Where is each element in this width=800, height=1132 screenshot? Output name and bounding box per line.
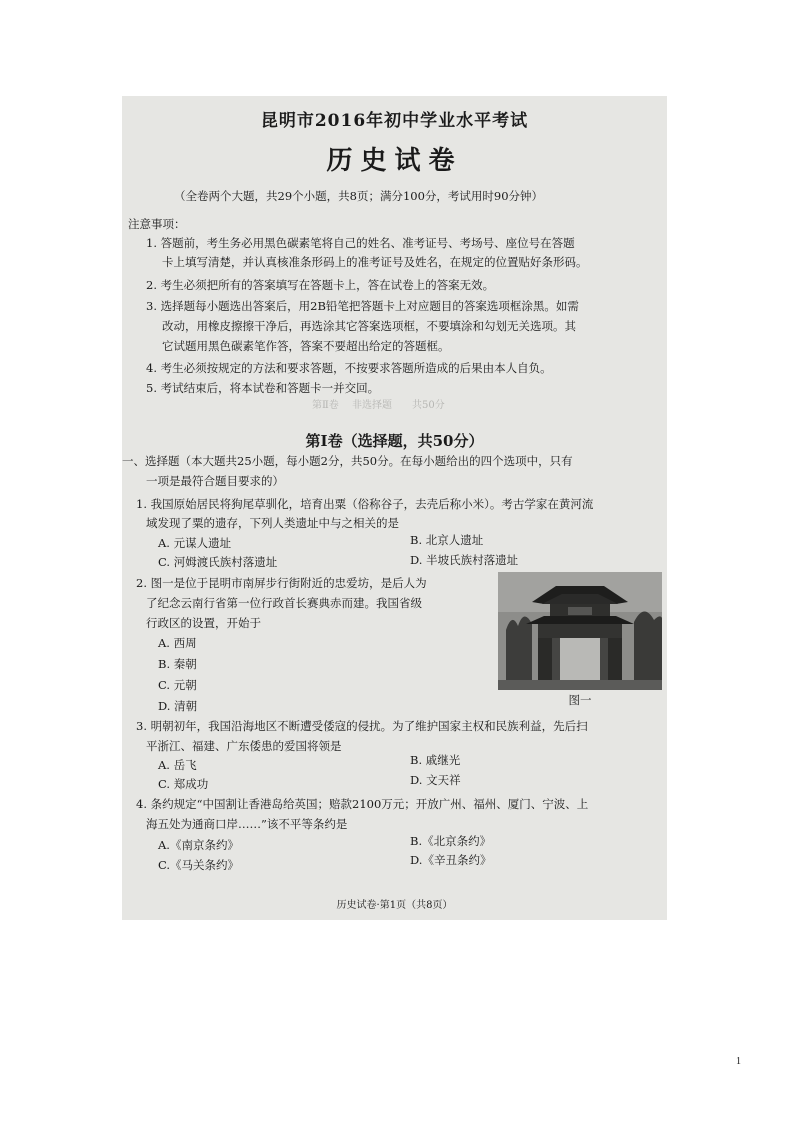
option-c: C. 元朝 (158, 678, 197, 692)
question-1-stem: 域发现了粟的遗存，下列人类遗址中与之相关的是 (146, 516, 399, 530)
option-b: B. 北京人遗址 (410, 533, 484, 547)
notice-line: 卡上填写清楚，并认真核准条形码上的准考证号及姓名，在规定的位置贴好条形码。 (162, 255, 588, 269)
option-a: A. 元谋人遗址 (158, 536, 232, 550)
notice-line: 3. 选择题每小题选出答案后，用2B铅笔把答题卡上对应题目的答案选项框涂黑。如需 (146, 299, 579, 313)
bleed-through-text: 第Ⅱ卷 (312, 400, 339, 411)
option-b: B. 戚继光 (410, 753, 461, 767)
question-3-stem: 平浙江、福建、广东倭患的爱国将领是 (146, 739, 342, 753)
section-title: 第Ⅰ卷（选择题，共50分） (305, 432, 484, 450)
notice-line: 4. 考生必须按规定的方法和要求答题，不按要求答题所造成的后果由本人自负。 (146, 361, 552, 375)
question-1-stem: 1. 我国原始居民将狗尾草驯化，培育出粟（俗称谷子，去壳后称小米）。考古学家在黄河流 (136, 497, 594, 511)
notice-line: 2. 考生必须把所有的答案填写在答题卡上，答在试卷上的答案无效。 (146, 278, 495, 292)
notice-heading: 注意事项： (128, 217, 186, 231)
option-c: C. 郑成功 (158, 777, 209, 791)
exam-title: 昆明市2016年初中学业水平考试 (260, 111, 529, 131)
option-c: C.《马关条约》 (158, 858, 240, 872)
question-4-stem: 4. 条约规定“中国割让香港岛给英国；赔款2100万元；开放广州、福州、厦门、宁波、上 (136, 797, 589, 811)
question-2-stem: 2. 图一是位于昆明市南屏步行街附近的忠爱坊，是后人为 (136, 576, 427, 590)
notice-line: 它试题用黑色碳素笔作答，答案不要超出给定的答题框。 (162, 339, 450, 353)
exam-info: （全卷两个大题，共29个小题，共8页；满分100分，考试用时90分钟） (174, 189, 544, 203)
question-2-stem: 了纪念云南行省第一位行政首长赛典赤而建。我国省级 (146, 596, 422, 610)
option-d: D.《辛丑条约》 (410, 853, 492, 867)
option-c: C. 河姆渡氏族村落遗址 (158, 555, 278, 569)
scanned-exam-page (122, 96, 667, 920)
notice-line: 改动，用橡皮擦擦干净后，再选涂其它答案选项框，不要填涂和勾划无关选项。其 (162, 319, 576, 333)
subject-title: 历史试卷 (326, 146, 463, 176)
figure-caption: 图一 (568, 693, 592, 707)
option-b: B.《北京条约》 (410, 834, 492, 848)
part-intro: 一项是最符合题目要求的） (146, 474, 284, 488)
option-d: D. 文天祥 (410, 773, 461, 787)
notice-line: 1. 答题前，考生务必用黑色碳素笔将自己的姓名、准考证号、考场号、座位号在答题 (146, 236, 575, 250)
option-d: D. 清朝 (158, 699, 198, 713)
option-a: A. 岳飞 (158, 758, 197, 772)
page-footer: 历史试卷·第1页（共8页） (336, 900, 453, 911)
page-number: 1 (736, 1056, 741, 1067)
bleed-through-text: 共50分 (412, 400, 445, 411)
notice-line: 5. 考试结束后，将本试卷和答题卡一并交回。 (146, 381, 380, 395)
question-4-stem: 海五处为通商口岸……”该不平等条约是 (146, 817, 348, 831)
option-d: D. 半坡氏族村落遗址 (410, 553, 519, 567)
bleed-through-text: 非选择题 (352, 400, 392, 411)
archway-illustration (498, 572, 662, 690)
question-3-stem: 3. 明朝初年，我国沿海地区不断遭受倭寇的侵扰。为了维护国家主权和民族利益，先后扫 (136, 719, 588, 733)
option-b: B. 秦朝 (158, 657, 197, 671)
option-a: A. 西周 (158, 636, 197, 650)
question-2-stem: 行政区的设置，开始于 (146, 616, 261, 630)
part-intro: 一、选择题（本大题共25小题，每小题2分，共50分。在每小题给出的四个选项中，只有 (122, 454, 573, 468)
archway-photo (498, 572, 662, 690)
option-a: A.《南京条约》 (158, 838, 239, 852)
